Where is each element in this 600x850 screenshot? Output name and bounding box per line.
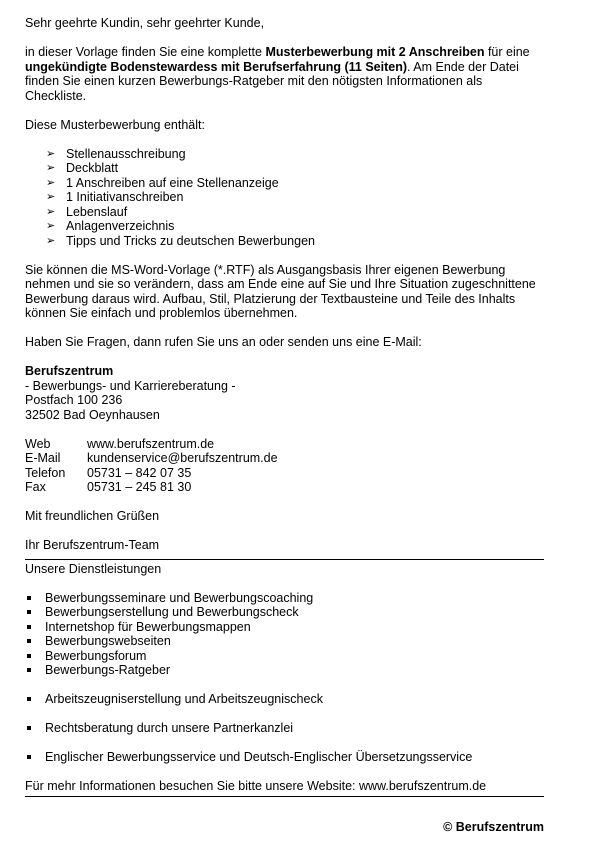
contents-list: [25, 147, 545, 249]
letter-body: [25, 16, 545, 797]
list-item: [25, 205, 545, 220]
list-item-label: Stellenausschreibung: [66, 146, 186, 161]
list-item-label: Rechtsberatung durch unsere Partnerkanzlei: [45, 721, 294, 735]
bullet-icon: [27, 610, 31, 614]
usage-line: nehmen und sie so verändern, dass am Ende eine auf Sie und Ihre Situation zugeschnittene: [25, 277, 536, 291]
list-item: [25, 161, 545, 176]
bullet-icon: [27, 726, 31, 730]
list-item: [25, 234, 545, 249]
email-link[interactable]: kundenservice@berufszentrum.de: [87, 451, 278, 465]
services-heading: Unsere Dienstleistungen: [25, 561, 162, 576]
list-item: [25, 634, 545, 649]
list-item-label: Bewerbungswebseiten: [45, 634, 171, 648]
list-item: [25, 692, 545, 707]
intro-line-4: Checkliste.: [25, 88, 87, 103]
bullet-icon: [27, 639, 31, 643]
usage-paragraph: [25, 263, 545, 321]
bullet-icon: [27, 596, 31, 600]
list-item: [25, 721, 545, 736]
list-item-label: 1 Initiativanschreiben: [66, 190, 184, 204]
arrow-bullet-icon: ➢: [46, 220, 56, 232]
closing: Mit freundlichen Grüßen: [25, 509, 160, 523]
list-item-label: Bewerbungserstellung und Bewerbungscheck: [45, 605, 299, 619]
intro-bold-2: ungekündigte Bodenstewardess mit Berufserfahrung (11 Seiten): [25, 59, 408, 74]
list-item: [25, 176, 545, 191]
list-item-label: Anlagenverzeichnis: [66, 219, 175, 233]
list-item: [25, 649, 545, 664]
contact-label: Web: [25, 436, 51, 451]
arrow-bullet-icon: ➢: [46, 147, 56, 160]
list-item-label: Lebenslauf: [66, 204, 128, 219]
contact-label: Fax: [25, 480, 46, 494]
bullet-icon: [27, 625, 31, 629]
more-info: Für mehr Informationen besuchen Sie bitte unsere Website: www.berufszentrum.de: [25, 779, 487, 793]
questions-line: Haben Sie Fragen, dann rufen Sie uns an oder senden uns eine E-Mail:: [25, 335, 422, 349]
list-item-label: Englischer Bewerbungsservice und Deutsch-Englischer Übersetzungsservice: [45, 750, 473, 764]
po-box: Postfach 100 236: [25, 393, 123, 407]
divider: [25, 796, 544, 797]
company-name: Berufszentrum: [25, 364, 114, 378]
contact-row-fax: [25, 480, 545, 495]
usage-line: Bewerbung daraus wird. Aufbau, Stil, Platzierung der Textbausteine und Teile des Inhalts: [25, 291, 516, 306]
arrow-bullet-icon: ➢: [46, 234, 56, 247]
list-item-label: Bewerbungsforum: [45, 648, 147, 663]
fax-value: 05731 – 245 81 30: [87, 480, 192, 494]
intro-text-1: in dieser Vorlage finden Sie eine komplette: [25, 45, 266, 59]
list-item-label: Arbeitszeugniserstellung und Arbeitszeugnischeck: [45, 692, 323, 706]
list-item: [25, 219, 545, 234]
intro-bold-1: Musterbewerbung mit 2 Anschreiben: [265, 45, 485, 59]
list-item: [25, 663, 545, 678]
list-item: [25, 591, 545, 606]
arrow-bullet-icon: ➢: [46, 162, 56, 174]
services-list-2: [25, 692, 545, 707]
intro-text-3: . Am Ende der Datei: [407, 59, 519, 74]
arrow-bullet-icon: ➢: [46, 176, 56, 189]
contact-label: E-Mail: [25, 451, 61, 465]
list-item-label: Deckblatt: [66, 161, 119, 175]
list-item-label: Tipps und Tricks zu deutschen Bewerbungen: [66, 233, 315, 248]
services-list-4: [25, 750, 545, 765]
signature: Ihr Berufszentrum-Team: [25, 538, 160, 552]
arrow-bullet-icon: ➢: [46, 191, 56, 203]
bullet-icon: [27, 697, 31, 701]
intro-text-2: für eine: [484, 45, 530, 59]
list-item-label: 1 Anschreiben auf eine Stellenanzeige: [66, 175, 279, 190]
contact-table: [25, 437, 545, 495]
contents-heading: Diese Musterbewerbung enthält:: [25, 117, 205, 132]
phone-value: 05731 – 842 07 35: [87, 465, 192, 480]
services-list: [25, 591, 545, 678]
list-item-label: Bewerbungsseminare und Bewerbungscoaching: [45, 590, 314, 605]
list-item: [25, 190, 545, 205]
list-item-label: Bewerbungs-Ratgeber: [45, 663, 171, 677]
usage-line: können Sie einfach und problemlos übernehmen.: [25, 306, 298, 320]
list-item: [25, 620, 545, 635]
contact-row-web: [25, 437, 545, 452]
services-list-3: [25, 721, 545, 736]
contact-row-email: [25, 451, 545, 466]
bullet-icon: [27, 755, 31, 759]
address-block: [25, 364, 545, 422]
contact-label: Telefon: [25, 465, 66, 480]
arrow-bullet-icon: ➢: [46, 205, 56, 218]
contact-row-phone: [25, 466, 545, 481]
list-item-label: Internetshop für Bewerbungsmappen: [45, 619, 251, 634]
list-item: [25, 605, 545, 620]
copyright: © Berufszentrum: [443, 820, 544, 834]
usage-line: Sie können die MS-Word-Vorlage (*.RTF) als Ausgangsbasis Ihrer eigenen Bewerbung: [25, 262, 506, 277]
bullet-icon: [27, 654, 31, 658]
company-tagline: - Bewerbungs- und Karriereberatung -: [25, 378, 236, 393]
list-item: [25, 750, 545, 765]
list-item: [25, 147, 545, 162]
website-link[interactable]: www.berufszentrum.de: [87, 436, 215, 451]
intro-line-3: finden Sie einen kurzen Bewerbungs-Ratgeber mit den nötigsten Informationen als: [25, 74, 483, 88]
bullet-icon: [27, 668, 31, 672]
divider: [25, 559, 544, 560]
salutation: Sehr geehrte Kundin, sehr geehrter Kunde,: [25, 16, 265, 30]
city: 32502 Bad Oeynhausen: [25, 407, 160, 422]
intro-paragraph: [25, 45, 545, 103]
